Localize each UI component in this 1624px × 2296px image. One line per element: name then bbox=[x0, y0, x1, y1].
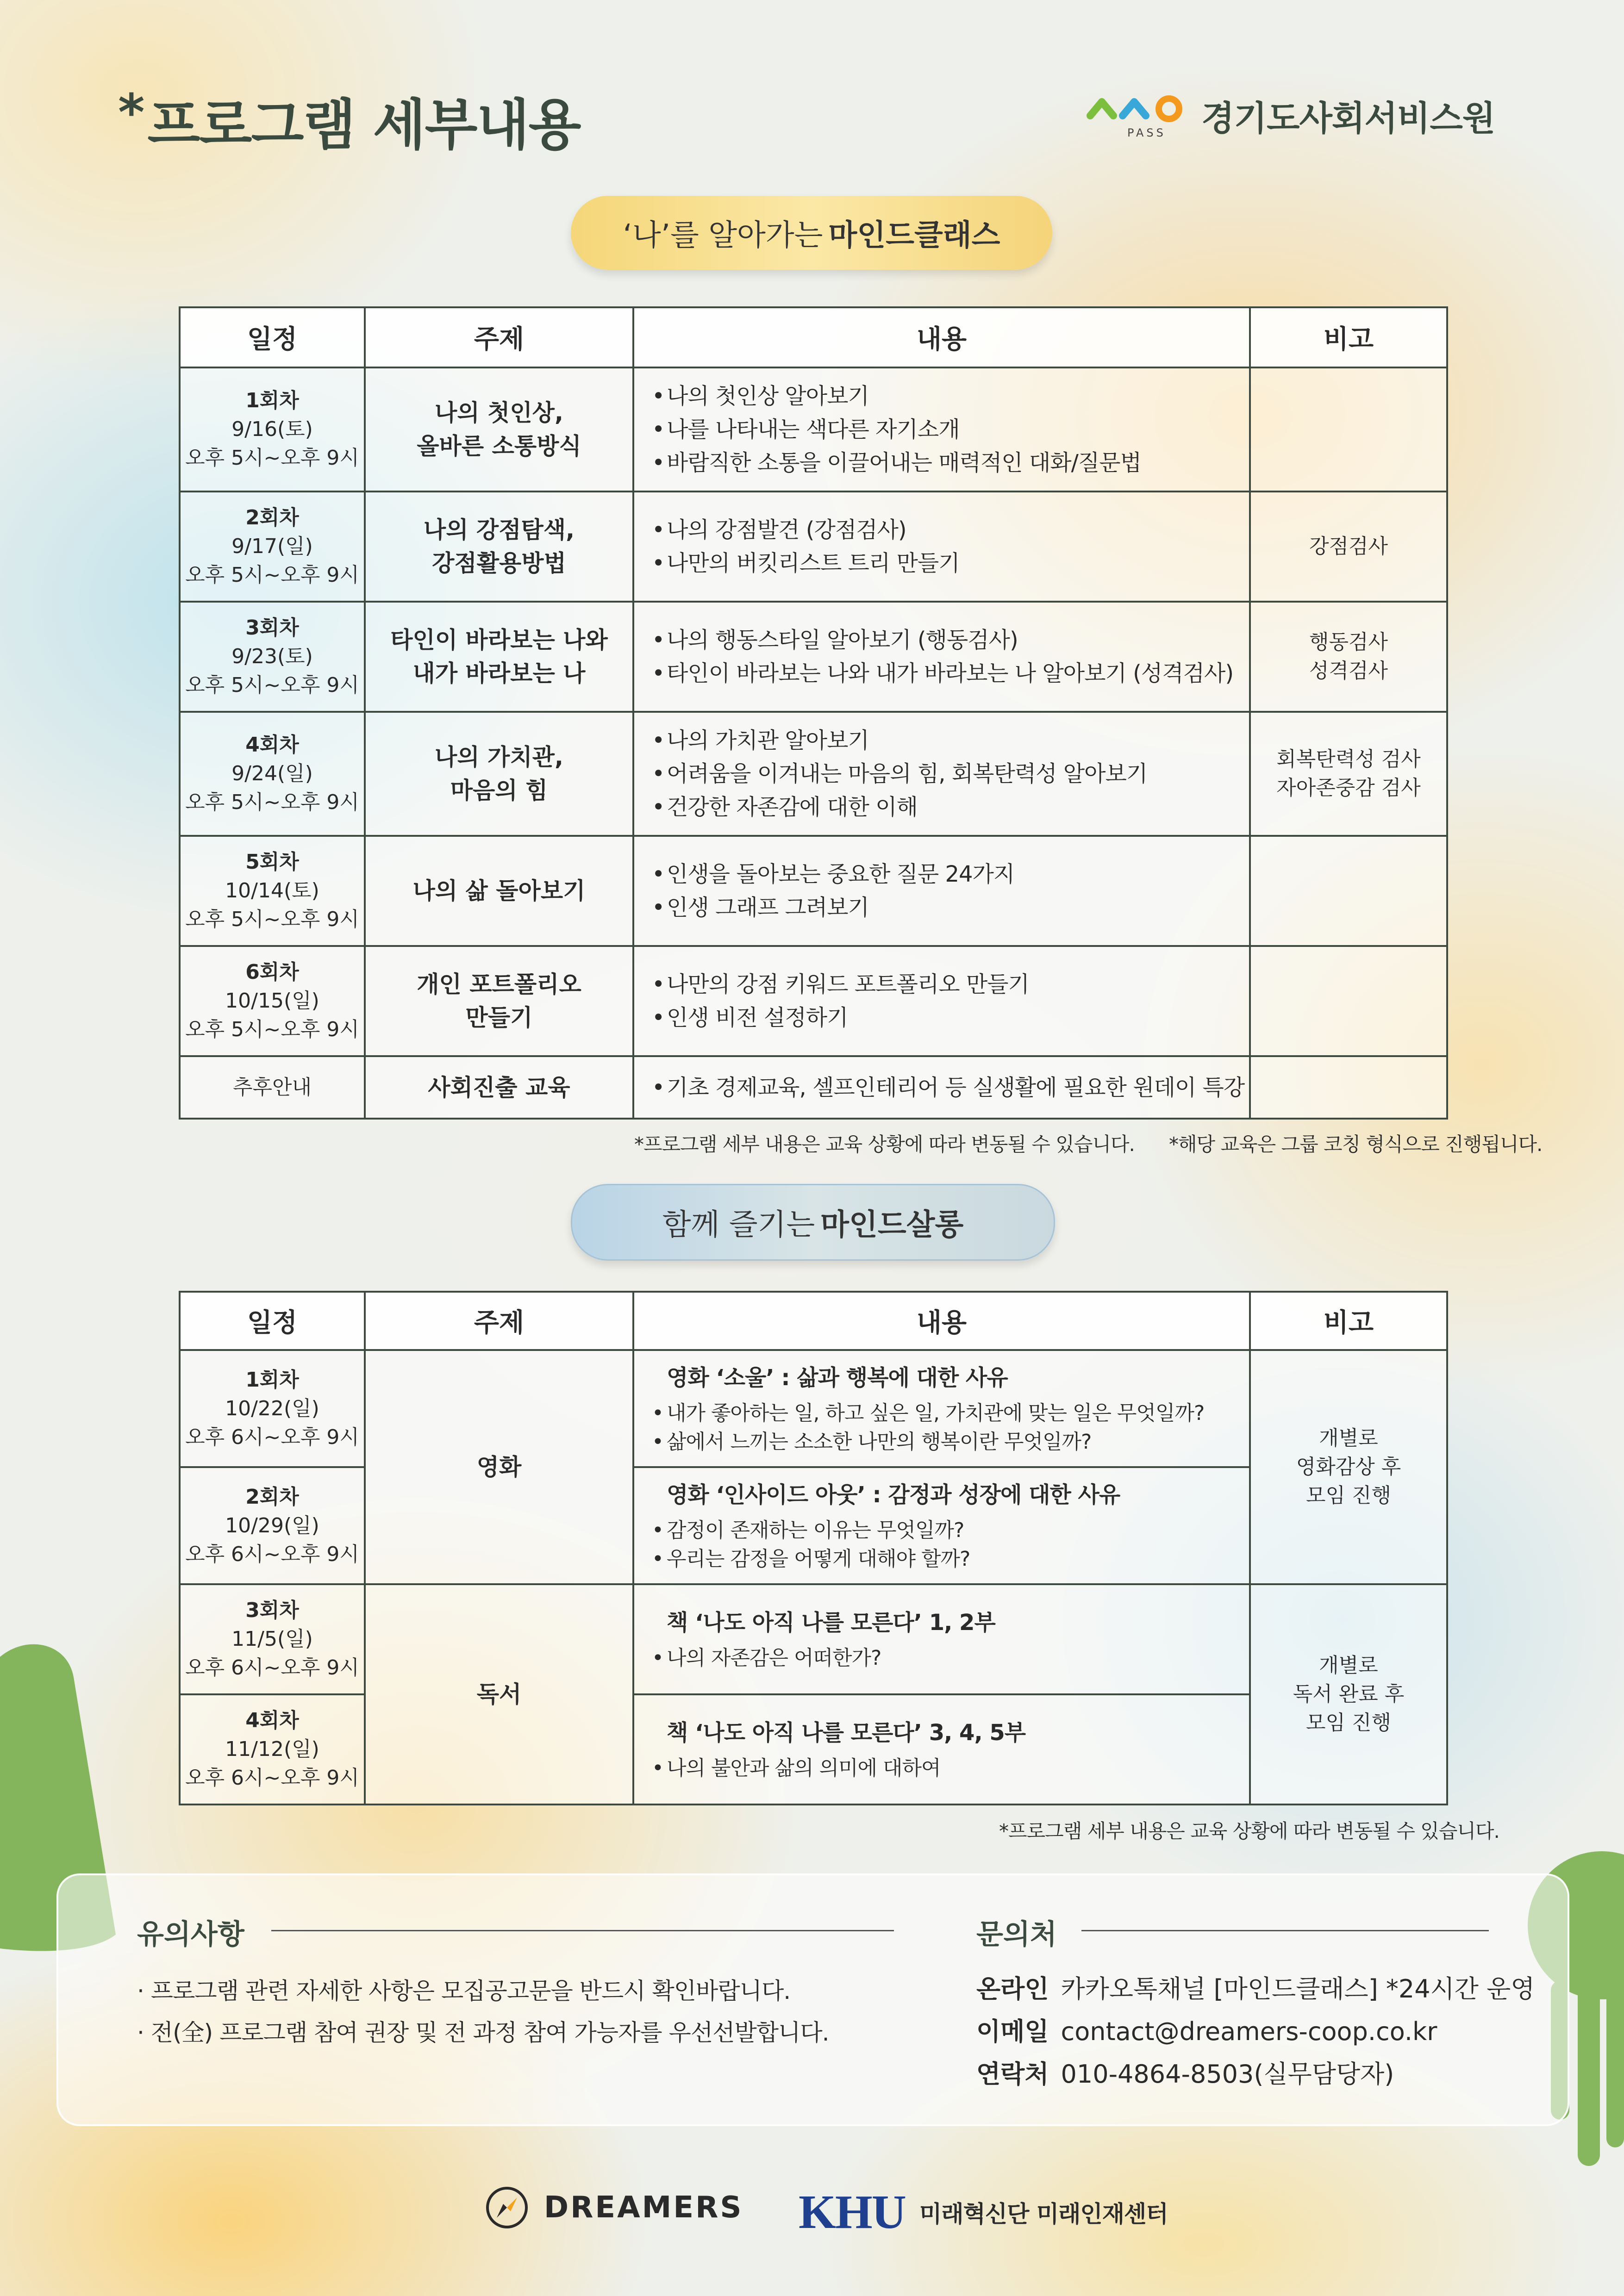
org-name: 경기도사회서비스원 bbox=[1201, 99, 1495, 138]
content-item: • 인생 비전 설정하기 bbox=[667, 1001, 1249, 1034]
table-row bbox=[180, 1584, 1447, 1694]
content-item: • 나의 가치관 알아보기 bbox=[667, 724, 1249, 757]
content-item: • 기초 경제교육, 셀프인테리어 등 실생활에 필요한 원데이 특강 bbox=[667, 1071, 1249, 1104]
topic-cell: 나의 가치관, 마음의 힘 bbox=[365, 712, 633, 836]
topic-cell: 나의 삶 돌아보기 bbox=[365, 836, 633, 946]
topic-cell: 타인이 바라보는 나와 내가 바라보는 나 bbox=[365, 602, 633, 712]
contact-list bbox=[976, 1968, 1535, 2096]
header-schedule: 일정 bbox=[180, 1292, 365, 1350]
info-box bbox=[56, 1873, 1569, 2126]
notice-item: · 프로그램 관련 자세한 사항은 모집공고문을 반드시 확인바랍니다. bbox=[137, 1978, 791, 2004]
org-logo bbox=[1086, 90, 1495, 141]
table-row bbox=[180, 367, 1447, 492]
schedule-cell: 2회차 9/17(일) 오후 5시~오후 9시 bbox=[180, 492, 365, 602]
notice-item: · 전(全) 프로그램 참여 권장 및 전 과정 참여 가능자를 우선선발합니다. bbox=[137, 2019, 829, 2046]
table-header-row bbox=[180, 307, 1447, 367]
notice-list bbox=[137, 1970, 829, 2053]
topic-cell: 사회진출 교육 bbox=[365, 1056, 633, 1119]
pass-caption: PASS bbox=[1127, 126, 1166, 139]
khu-name: 미래혁신단 미래인재센터 bbox=[919, 2200, 1168, 2228]
content-cell bbox=[633, 836, 1250, 946]
khu-mark: KHU bbox=[799, 2185, 906, 2239]
content-cell: 책 ‘나도 아직 나를 모른다’ 1, 2부 • 나의 자존감은 어떠한가? bbox=[633, 1584, 1250, 1694]
topic-cell-movie: 영화 bbox=[365, 1350, 633, 1584]
schedule-cell: 4회차 9/24(일) 오후 5시~오후 9시 bbox=[180, 712, 365, 836]
content-cell bbox=[633, 492, 1250, 602]
content-item: • 인생 그래프 그려보기 bbox=[667, 891, 1249, 924]
pass-logo-icon bbox=[1086, 90, 1187, 141]
header-note: 비고 bbox=[1250, 1292, 1447, 1350]
mind-class-banner: ‘나’를 알아가는 마인드클래스 bbox=[571, 196, 1052, 270]
dreamers-logo bbox=[484, 2184, 743, 2231]
schedule-cell: 3회차 9/23(토) 오후 5시~오후 9시 bbox=[180, 602, 365, 712]
note-cell bbox=[1250, 946, 1447, 1056]
content-item: • 나를 나타내는 색다른 자기소개 bbox=[667, 413, 1249, 446]
table-row bbox=[180, 836, 1447, 946]
table-row bbox=[180, 492, 1447, 602]
content-item: • 건강한 자존감에 대한 이해 bbox=[667, 790, 1249, 824]
note-cell bbox=[1250, 1056, 1447, 1119]
content-cell: 영화 ‘소울’ : 삶과 행복에 대한 사유 • 내가 좋아하는 일, 하고 싶은 일, 가치관에 맞는 일은 무엇일까? • 삶에서 느끼는 소소한 나만의 행복이란 무엇일까? bbox=[633, 1350, 1250, 1467]
topic-cell: 나의 강점탐색, 강점활용방법 bbox=[365, 492, 633, 602]
header-topic: 주제 bbox=[365, 307, 633, 367]
table-row bbox=[180, 946, 1447, 1056]
note-cell bbox=[1250, 367, 1447, 492]
content-cell bbox=[633, 602, 1250, 712]
topic-cell: 개인 포트폴리오 만들기 bbox=[365, 946, 633, 1056]
schedule-cell: 4회차 11/12(일) 오후 6시~오후 9시 bbox=[180, 1694, 365, 1804]
table-row bbox=[180, 1350, 1447, 1467]
schedule-cell: 추후안내 bbox=[180, 1056, 365, 1119]
header-schedule: 일정 bbox=[180, 307, 365, 367]
content-item: • 인생을 돌아보는 중요한 질문 24가지 bbox=[667, 858, 1249, 891]
content-item: • 나의 첫인상 알아보기 bbox=[667, 380, 1249, 413]
content-item: • 나의 강점발견 (강점검사) bbox=[667, 513, 1249, 547]
contact-row-email[interactable]: 이메일 contact@dreamers-coop.co.kr bbox=[976, 2017, 1437, 2046]
content-item: • 바람직한 소통을 이끌어내는 매력적인 대화/질문법 bbox=[667, 446, 1249, 479]
note-cell bbox=[1250, 836, 1447, 946]
topic-cell: 나의 첫인상, 올바른 소통방식 bbox=[365, 367, 633, 492]
content-item: • 나의 행동스타일 알아보기 (행동검사) bbox=[667, 623, 1249, 657]
content-cell bbox=[633, 712, 1250, 836]
note-cell: 강점검사 bbox=[1250, 492, 1447, 602]
schedule-cell: 3회차 11/5(일) 오후 6시~오후 9시 bbox=[180, 1584, 365, 1694]
content-cell bbox=[633, 367, 1250, 492]
mind-salon-table bbox=[179, 1291, 1448, 1805]
notice-divider bbox=[271, 1930, 894, 1931]
header-content: 내용 bbox=[633, 1292, 1250, 1350]
content-cell: 영화 ‘인사이드 아웃’ : 감정과 성장에 대한 사유 • 감정이 존재하는 이유는 무엇일까? • 우리는 감정을 어떻게 대해야 할까? bbox=[633, 1467, 1250, 1584]
table-header-row bbox=[180, 1292, 1447, 1350]
schedule-cell: 2회차 10/29(일) 오후 6시~오후 9시 bbox=[180, 1467, 365, 1584]
content-item: • 나만의 버킷리스트 트리 만들기 bbox=[667, 547, 1249, 580]
header-topic: 주제 bbox=[365, 1292, 633, 1350]
section1-footnote: *프로그램 세부 내용은 교육 상황에 따라 변동될 수 있습니다. *해당 교육은 그룹 코칭 형식으로 진행됩니다. bbox=[634, 1133, 1543, 1156]
schedule-cell: 1회차 9/16(토) 오후 5시~오후 9시 bbox=[180, 367, 365, 492]
note-cell: 회복탄력성 검사 자아존중감 검사 bbox=[1250, 712, 1447, 836]
schedule-cell: 1회차 10/22(일) 오후 6시~오후 9시 bbox=[180, 1350, 365, 1467]
schedule-cell: 5회차 10/14(토) 오후 5시~오후 9시 bbox=[180, 836, 365, 946]
header-note: 비고 bbox=[1250, 307, 1447, 367]
contact-title: 문의처 bbox=[976, 1918, 1057, 1951]
contact-divider bbox=[1081, 1930, 1489, 1931]
notice-title: 유의사항 bbox=[137, 1918, 244, 1951]
note-cell-movie: 개별로 영화감상 후 모임 진행 bbox=[1250, 1350, 1447, 1584]
content-item: • 타인이 바라보는 나와 내가 바라보는 나 알아보기 (성격검사) bbox=[667, 657, 1249, 690]
section2-footnote: *프로그램 세부 내용은 교육 상황에 따라 변동될 수 있습니다. bbox=[999, 1820, 1499, 1842]
compass-icon bbox=[484, 2184, 530, 2231]
note-cell: 행동검사 성격검사 bbox=[1250, 602, 1447, 712]
content-cell bbox=[633, 946, 1250, 1056]
khu-logo bbox=[799, 2184, 1168, 2240]
content-item: • 나만의 강점 키워드 포트폴리오 만들기 bbox=[667, 968, 1249, 1001]
mind-class-table bbox=[179, 306, 1448, 1120]
page-title: *프로그램 세부내용 bbox=[118, 83, 581, 157]
content-item: • 어려움을 이겨내는 마음의 힘, 회복탄력성 알아보기 bbox=[667, 757, 1249, 790]
note-cell-reading: 개별로 독서 완료 후 모임 진행 bbox=[1250, 1584, 1447, 1804]
table-row bbox=[180, 1056, 1447, 1119]
contact-row-phone[interactable]: 연락처 010-4864-8503(실무담당자) bbox=[976, 2060, 1394, 2089]
contact-row-online: 온라인 카카오톡채널 [마인드클래스] *24시간 운영 bbox=[976, 1974, 1535, 2004]
table-row bbox=[180, 602, 1447, 712]
dreamers-wordmark: DREAMERS bbox=[544, 2190, 743, 2225]
mind-salon-banner: 함께 즐기는 마인드살롱 bbox=[571, 1184, 1055, 1261]
content-cell: 책 ‘나도 아직 나를 모른다’ 3, 4, 5부 • 나의 불안과 삶의 의미에 대하여 bbox=[633, 1694, 1250, 1804]
content-cell bbox=[633, 1056, 1250, 1119]
table-row bbox=[180, 712, 1447, 836]
topic-cell-reading: 독서 bbox=[365, 1584, 633, 1804]
schedule-cell: 6회차 10/15(일) 오후 5시~오후 9시 bbox=[180, 946, 365, 1056]
header-content: 내용 bbox=[633, 307, 1250, 367]
